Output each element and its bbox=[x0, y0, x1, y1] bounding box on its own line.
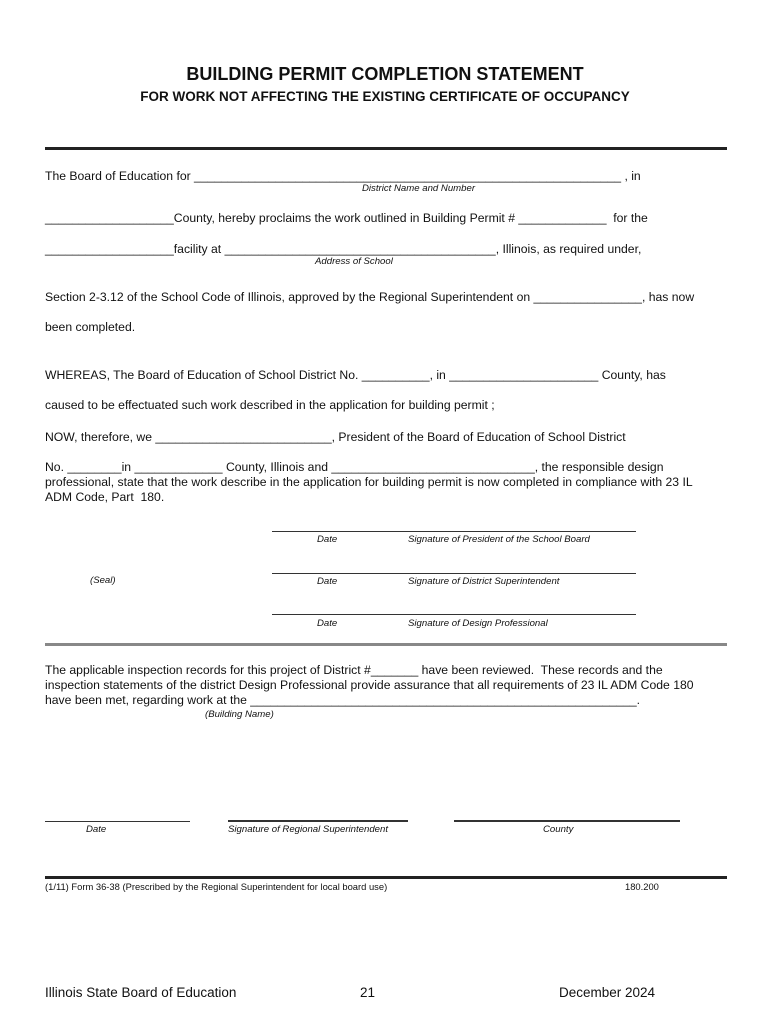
form-note: (1/11) Form 36-38 (Prescribed by the Regional Superintendent for local board use) bbox=[45, 881, 388, 892]
caption-address: Address of School bbox=[315, 256, 393, 267]
signature-label-president: Signature of President of the School Board bbox=[408, 534, 590, 545]
seal-label: (Seal) bbox=[90, 575, 116, 586]
county-line bbox=[454, 820, 680, 822]
whereas-line-1: WHEREAS, The Board of Education of School District No. __________, in ______________________ County, has bbox=[45, 368, 666, 382]
now-therefore-line-4: ADM Code, Part 180. bbox=[45, 490, 165, 504]
statement-line-5: been completed. bbox=[45, 320, 136, 334]
date-label-2: Date bbox=[317, 576, 338, 587]
signature-line-design-professional bbox=[272, 614, 636, 615]
statement-line-4: Section 2-3.12 of the School Code of Illinois, approved by the Regional Superintendent on ________________, has now bbox=[45, 290, 695, 304]
statement-line-1: The Board of Education for _______________________________________________________________ , in bbox=[45, 169, 641, 183]
statement-line-3: ___________________facility at ________________________________________, Illinois, as required under, bbox=[45, 242, 642, 256]
caption-district: District Name and Number bbox=[362, 183, 476, 194]
now-therefore-line-3: professional, state that the work describe in the application for building permit is now completed in compliance with 23 IL bbox=[45, 475, 693, 489]
now-therefore-line-1: NOW, therefore, we __________________________, President of the Board of Education of School District bbox=[45, 430, 626, 444]
footer-date: December 2024 bbox=[559, 985, 656, 1000]
top-divider bbox=[45, 147, 727, 150]
inspection-line-1: The applicable inspection records for this project of District #_______ have been reviewed. These records and the bbox=[45, 663, 663, 677]
signature-line-regional bbox=[228, 820, 408, 822]
page-title: BUILDING PERMIT COMPLETION STATEMENT bbox=[186, 64, 584, 84]
page-subtitle: FOR WORK NOT AFFECTING THE EXISTING CERTIFICATE OF OCCUPANCY bbox=[140, 89, 630, 104]
footer-page-number: 21 bbox=[360, 985, 376, 1000]
county-label: County bbox=[543, 824, 574, 835]
now-therefore-line-2: No. ________in _____________ County, Illinois and ______________________________, the responsible design bbox=[45, 460, 664, 474]
statement-line-2: ___________________County, hereby proclaims the work outlined in Building Permit # _____________ for the bbox=[45, 211, 648, 225]
date-label-1: Date bbox=[317, 534, 338, 545]
date-label-3: Date bbox=[317, 618, 338, 629]
date-line-regional bbox=[45, 821, 190, 822]
date-label-regional: Date bbox=[86, 824, 107, 835]
footer-agency: Illinois State Board of Education bbox=[45, 985, 237, 1000]
middle-divider bbox=[45, 643, 727, 646]
inspection-line-3: have been met, regarding work at the _________________________________________________________. bbox=[45, 693, 641, 707]
signature-line-president bbox=[272, 531, 636, 532]
signature-label-regional: Signature of Regional Superintendent bbox=[228, 824, 389, 835]
inspection-line-2: inspection statements of the district Design Professional provide assurance that all requirements of 23 IL ADM Code 180 bbox=[45, 678, 694, 692]
signature-label-superintendent: Signature of District Superintendent bbox=[408, 576, 560, 587]
signature-label-design-professional: Signature of Design Professional bbox=[408, 618, 548, 629]
form-number: 180.200 bbox=[625, 881, 659, 892]
whereas-line-2: caused to be effectuated such work described in the application for building permit ; bbox=[45, 398, 495, 412]
bottom-divider bbox=[45, 876, 727, 879]
caption-building-name: (Building Name) bbox=[205, 709, 274, 720]
signature-line-superintendent bbox=[272, 573, 636, 574]
